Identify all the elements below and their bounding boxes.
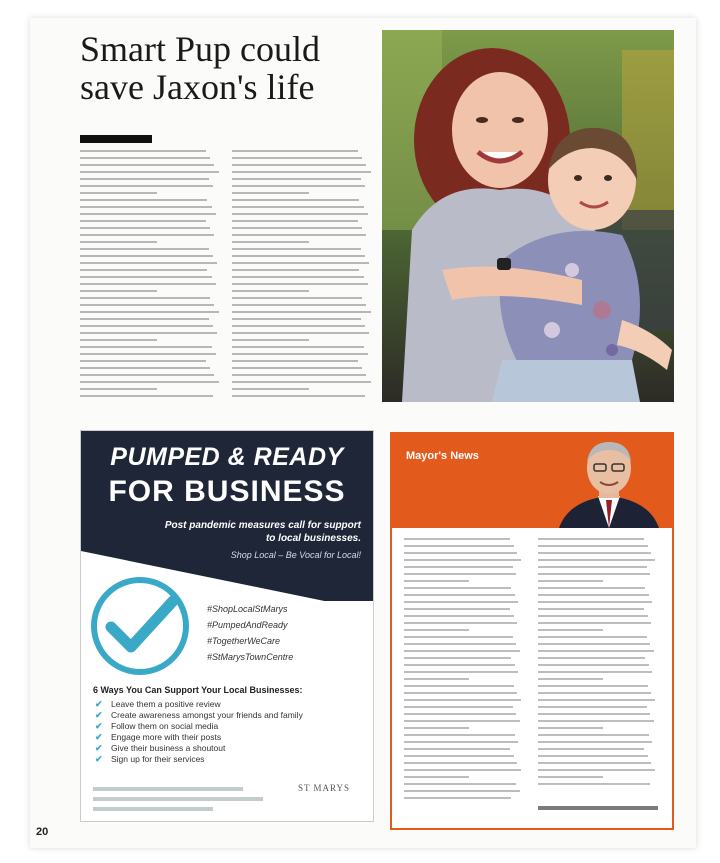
text-line — [538, 615, 648, 617]
mayor-photo — [554, 434, 664, 528]
hashtag: #PumpedAndReady — [207, 620, 288, 630]
article-headline: Smart Pup could save Jaxon's life — [80, 29, 320, 107]
text-line — [80, 192, 157, 194]
advert-footer-text-line — [93, 807, 213, 811]
text-line — [538, 755, 648, 757]
text-line — [80, 185, 213, 187]
text-line — [80, 360, 206, 362]
check-icon: ✔ — [95, 754, 103, 764]
text-line — [232, 157, 362, 159]
text-line — [232, 255, 365, 257]
text-line — [404, 755, 514, 757]
text-line — [80, 290, 157, 292]
text-line — [538, 706, 647, 708]
text-line — [538, 657, 645, 659]
text-line — [232, 290, 309, 292]
text-line — [80, 332, 217, 334]
text-line — [80, 199, 207, 201]
text-line — [538, 538, 644, 540]
text-line — [232, 325, 365, 327]
text-line — [80, 171, 219, 173]
text-line — [404, 587, 511, 589]
text-line — [80, 178, 209, 180]
text-line — [404, 552, 517, 554]
mayor-portrait — [554, 434, 664, 528]
text-line — [232, 283, 368, 285]
text-line — [232, 213, 368, 215]
text-line — [538, 741, 652, 743]
text-line — [80, 255, 213, 257]
text-line — [232, 388, 309, 390]
advert-footer-text-line — [93, 797, 263, 801]
text-line — [538, 692, 651, 694]
advert-ways-list — [95, 699, 365, 765]
text-line — [404, 720, 520, 722]
advert-footer-text-line — [93, 787, 243, 791]
list-item: ✔ Engage more with their posts — [95, 732, 222, 742]
text-line — [232, 367, 362, 369]
text-line — [404, 769, 521, 771]
text-line — [232, 269, 359, 271]
text-line — [538, 713, 650, 715]
text-line — [80, 269, 207, 271]
text-line — [538, 587, 645, 589]
text-line — [404, 643, 516, 645]
text-line — [538, 643, 650, 645]
checkmark-icon — [97, 583, 183, 669]
text-line — [232, 332, 369, 334]
text-line — [232, 206, 364, 208]
hashtag: #ShopLocalStMarys — [207, 604, 288, 614]
text-line — [404, 538, 510, 540]
text-line — [538, 552, 651, 554]
text-line — [80, 374, 214, 376]
photo-illustration — [382, 30, 674, 402]
byline-bar — [80, 135, 152, 143]
text-line — [80, 297, 210, 299]
check-icon: ✔ — [95, 710, 103, 720]
text-line — [404, 566, 513, 568]
text-line — [538, 762, 651, 764]
text-line — [80, 206, 212, 208]
text-line — [404, 580, 469, 582]
text-line — [80, 388, 157, 390]
mayors-news-column-1 — [404, 538, 522, 804]
text-line — [232, 248, 361, 250]
text-line — [80, 339, 157, 341]
advert-shop-local: Shop Local – Be Vocal for Local! — [230, 550, 361, 560]
text-line — [538, 580, 603, 582]
text-line — [404, 573, 516, 575]
text-line — [404, 762, 517, 764]
text-line — [404, 594, 515, 596]
text-line — [232, 395, 365, 397]
text-line — [538, 776, 603, 778]
text-line — [404, 657, 511, 659]
text-line — [232, 297, 362, 299]
vertical-date-strip — [36, 30, 46, 220]
text-line — [538, 622, 651, 624]
text-line — [80, 353, 216, 355]
text-line — [538, 671, 652, 673]
text-line — [404, 636, 513, 638]
text-line — [232, 164, 366, 166]
text-line — [80, 220, 206, 222]
text-line — [538, 664, 649, 666]
advert-subtitle: Post pandemic measures call for support to local businesses. — [164, 520, 361, 544]
text-line — [404, 776, 469, 778]
text-line — [404, 734, 515, 736]
text-line — [404, 713, 516, 715]
check-icon: ✔ — [95, 732, 103, 742]
text-line — [404, 797, 511, 799]
hashtag: #TogetherWeCare — [207, 636, 281, 646]
text-line — [232, 346, 364, 348]
text-line — [538, 769, 655, 771]
text-line — [404, 608, 510, 610]
text-line — [404, 790, 520, 792]
photo-caption — [382, 404, 674, 412]
text-line — [232, 178, 361, 180]
text-line — [80, 325, 213, 327]
advert-title-line2: FOR BUSINESS — [108, 475, 346, 508]
text-line — [232, 311, 371, 313]
check-icon: ✔ — [95, 699, 103, 709]
text-line — [404, 692, 517, 694]
list-item: ✔ Follow them on social media — [95, 721, 219, 731]
text-line — [538, 734, 649, 736]
text-line — [232, 234, 366, 236]
mayors-news-box — [390, 432, 674, 830]
advert-hashtags — [207, 601, 367, 665]
text-line — [232, 192, 309, 194]
mayor-signature-line — [538, 806, 658, 810]
check-icon: ✔ — [95, 743, 103, 753]
text-line — [538, 573, 650, 575]
text-line — [80, 262, 217, 264]
text-line — [404, 748, 510, 750]
text-line — [538, 566, 647, 568]
advert-pumped-ready — [80, 430, 374, 822]
text-line — [80, 241, 157, 243]
text-line — [232, 150, 358, 152]
text-line — [80, 150, 206, 152]
text-line — [404, 559, 521, 561]
text-line — [538, 748, 644, 750]
text-line — [80, 304, 214, 306]
text-line — [80, 346, 212, 348]
text-line — [232, 318, 361, 320]
text-line — [232, 227, 362, 229]
mayors-news-column-2 — [538, 538, 656, 790]
text-line — [404, 699, 521, 701]
list-item: ✔ Leave them a positive review — [95, 699, 221, 709]
text-line — [404, 545, 514, 547]
text-line — [232, 353, 368, 355]
text-line — [538, 608, 644, 610]
text-line — [232, 339, 309, 341]
text-line — [80, 367, 210, 369]
text-line — [404, 664, 515, 666]
text-line — [538, 720, 654, 722]
text-line — [80, 227, 210, 229]
advert-title-line1: PUMPED & READY — [110, 443, 344, 471]
text-line — [404, 622, 517, 624]
text-line — [80, 395, 213, 397]
text-line — [538, 699, 655, 701]
list-item: ✔ Sign up for their services — [95, 754, 205, 764]
text-line — [232, 374, 366, 376]
check-circle-icon — [91, 577, 189, 675]
text-line — [80, 164, 214, 166]
text-line — [538, 601, 652, 603]
advert-ways-title: 6 Ways You Can Support Your Local Businesses: — [93, 685, 303, 695]
text-line — [404, 671, 518, 673]
text-line — [80, 381, 219, 383]
text-line — [404, 601, 518, 603]
text-line — [232, 171, 371, 173]
text-line — [538, 650, 654, 652]
text-line — [80, 283, 216, 285]
text-line — [404, 741, 518, 743]
text-line — [80, 157, 210, 159]
text-line — [404, 678, 469, 680]
text-line — [538, 559, 655, 561]
check-icon: ✔ — [95, 721, 103, 731]
text-line — [538, 594, 649, 596]
text-line — [80, 311, 219, 313]
text-line — [538, 629, 603, 631]
text-line — [404, 706, 513, 708]
article-column-2 — [232, 150, 372, 402]
text-line — [538, 727, 603, 729]
list-item: ✔ Give their business a shoutout — [95, 743, 226, 753]
text-line — [232, 276, 364, 278]
text-line — [538, 545, 648, 547]
text-line — [232, 185, 365, 187]
text-line — [80, 213, 216, 215]
text-line — [232, 360, 358, 362]
text-line — [232, 199, 359, 201]
text-line — [232, 220, 358, 222]
hashtag: #StMarysTownCentre — [207, 652, 294, 662]
article-column-1 — [80, 150, 220, 402]
list-item: ✔ Create awareness amongst your friends and family — [95, 710, 303, 720]
text-line — [404, 615, 514, 617]
text-line — [80, 234, 214, 236]
text-line — [404, 783, 516, 785]
text-line — [538, 636, 647, 638]
article-photo — [382, 30, 674, 402]
text-line — [404, 629, 469, 631]
text-line — [538, 685, 648, 687]
text-line — [80, 248, 209, 250]
text-line — [538, 678, 603, 680]
text-line — [404, 685, 514, 687]
text-line — [404, 650, 520, 652]
page-number: 20 — [36, 826, 49, 838]
text-line — [80, 318, 209, 320]
st-marys-logo: ST MARYS — [297, 783, 351, 793]
text-line — [232, 262, 369, 264]
text-line — [232, 241, 309, 243]
text-line — [404, 727, 469, 729]
mayors-news-title: Mayor's News — [406, 450, 479, 462]
text-line — [80, 276, 212, 278]
text-line — [538, 783, 650, 785]
text-line — [232, 381, 371, 383]
text-line — [232, 304, 366, 306]
